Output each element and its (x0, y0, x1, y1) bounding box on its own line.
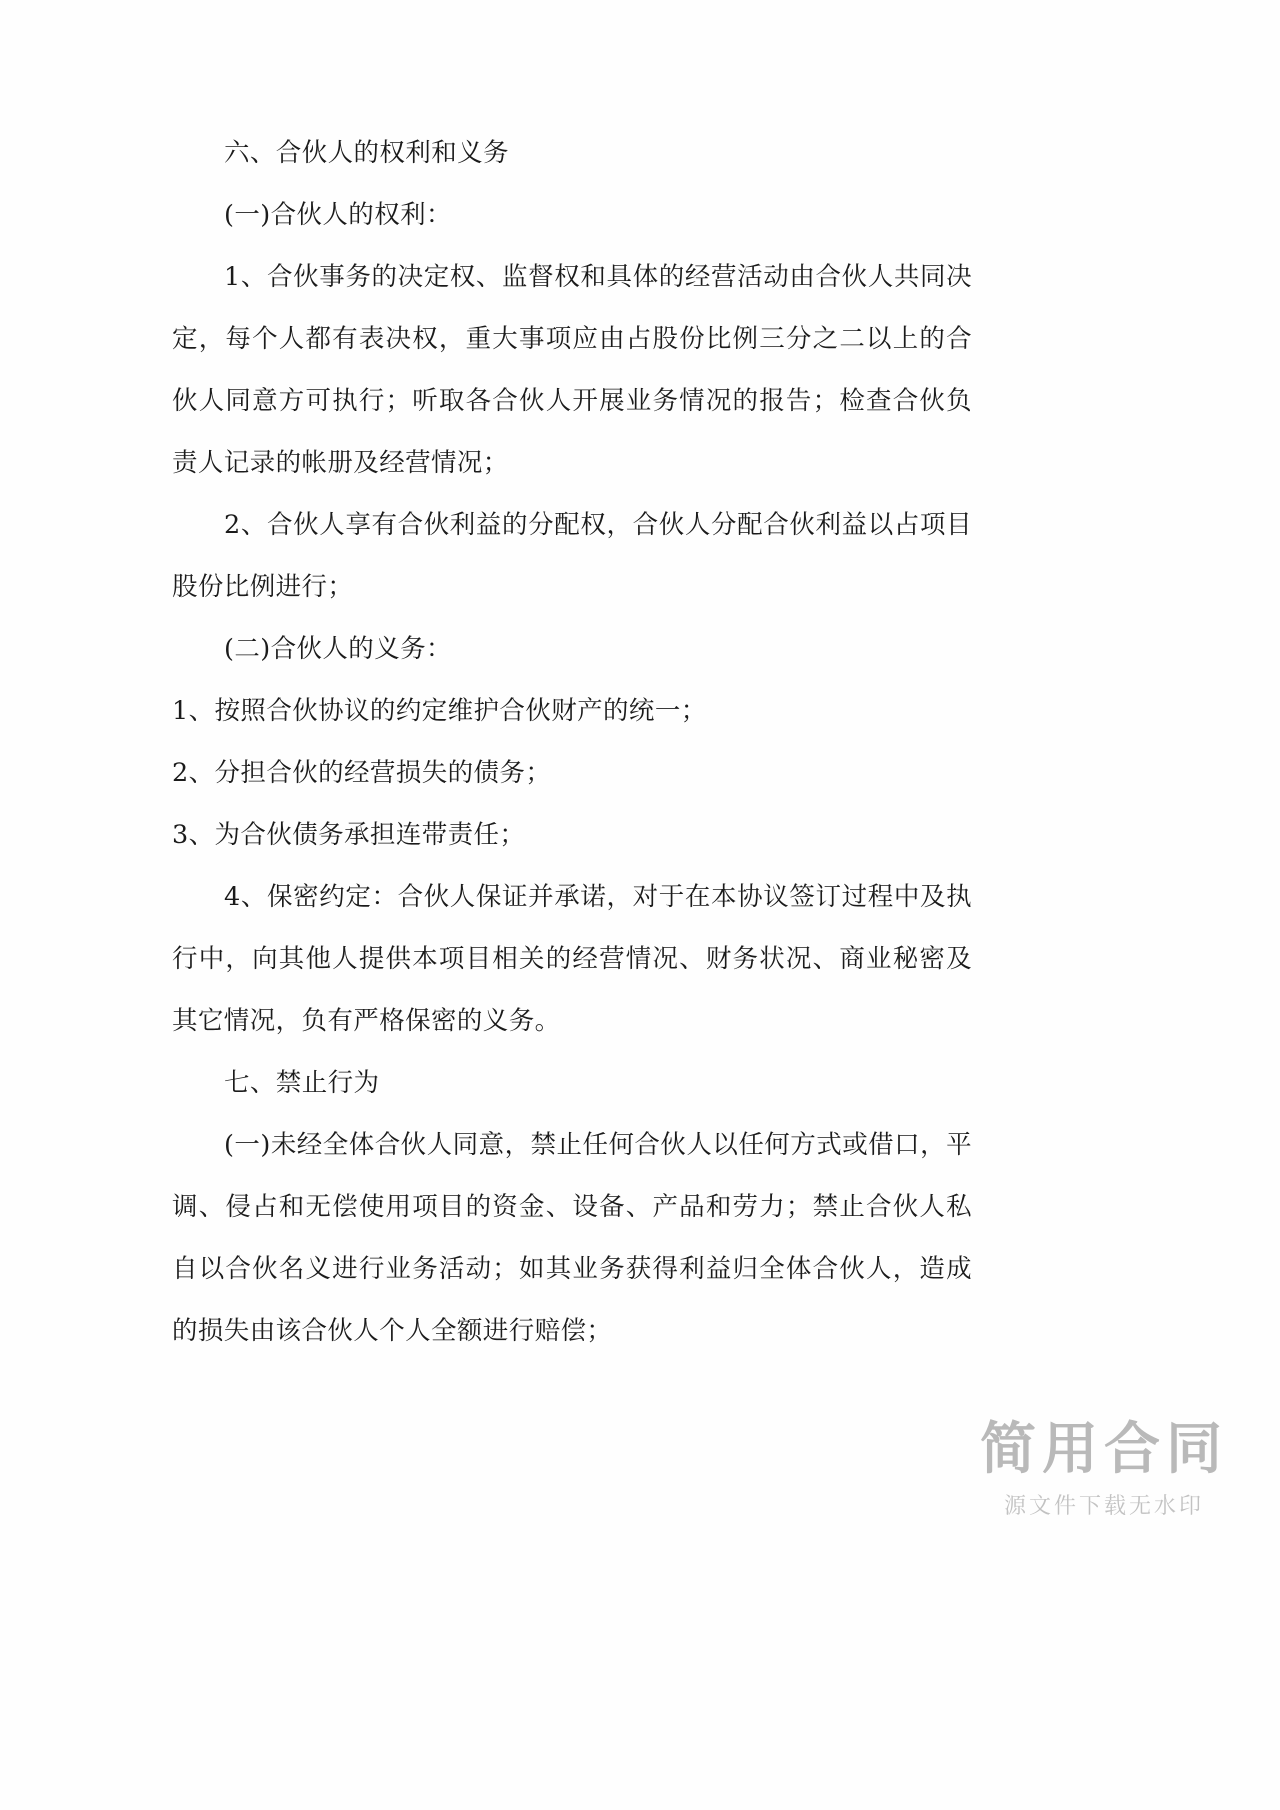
prohibitions-item-1: (一)未经全体合伙人同意，禁止任何合伙人以任何方式或借口，平调、侵占和无偿使用项目的资金、设备、产品和劳力；禁止合伙人私自以合伙名义进行业务活动；如其业务获得利益归全体合伙人，造成的损失由该合伙人个人全额进行赔偿； (172, 1130, 972, 1346)
section-six-heading: 六、合伙人的权利和义务 (224, 138, 509, 168)
duties-item-4: 4、保密约定：合伙人保证并承诺，对于在本协议签订过程中及执行中，向其他人提供本项目相关的经营情况、财务状况、商业秘密及其它情况，负有严格保密的义务。 (172, 882, 972, 1036)
rights-item-2: 2、合伙人享有合伙利益的分配权，合伙人分配合伙利益以占项目股份比例进行； (172, 510, 972, 602)
rights-item-1: 1、合伙事务的决定权、监督权和具体的经营活动由合伙人共同决定，每个人都有表决权，重大事项应由占股份比例三分之二以上的合伙人同意方可执行；听取各合伙人开展业务情况的报告；检查合伙负责人记录的帐册及经营情况； (172, 262, 972, 478)
watermark-brand-text: 简用合同 (980, 1417, 1228, 1483)
section-seven-heading: 七、禁止行为 (224, 1068, 380, 1098)
watermark-note-text: 源文件下载无水印 (1003, 1494, 1204, 1519)
duties-item-1: 1、按照合伙协议的约定维护合伙财产的统一； (172, 696, 707, 726)
duties-item-2: 2、分担合伙的经营损失的债务； (172, 758, 552, 788)
watermark (980, 1419, 1228, 1520)
duties-item-3: 3、为合伙债务承担连带责任； (172, 820, 526, 850)
subsection-two-heading: (二)合伙人的义务： (224, 634, 452, 664)
subsection-one-heading: (一)合伙人的权利： (224, 200, 452, 230)
document-body (172, 122, 972, 1362)
